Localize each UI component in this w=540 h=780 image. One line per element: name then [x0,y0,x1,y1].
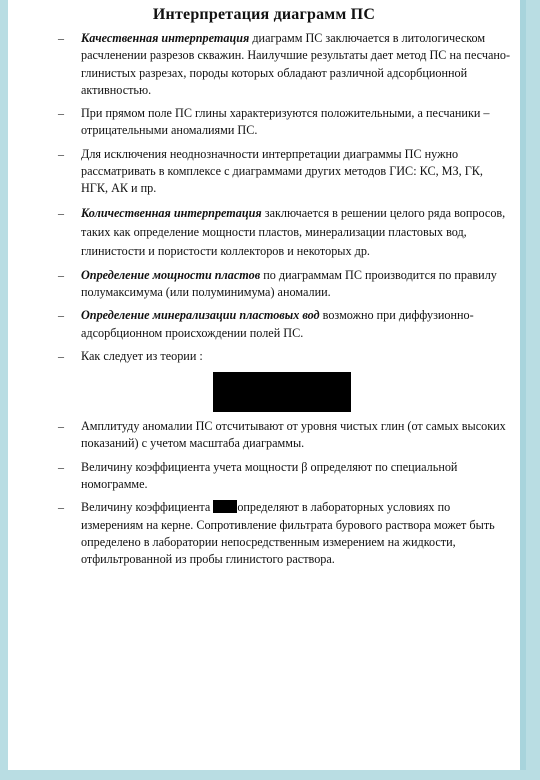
dash-bullet: – [58,459,64,474]
item-text: возможно при диффузионно-адсорбционном происхождении полей ПС. [81,308,474,340]
dash-bullet: – [58,31,64,45]
dash-bullet: – [58,146,64,161]
item-lead: Количественная интерпретация [81,205,262,220]
item-text-after: определяют в лабораторных условиях по измерениям на керне. Сопротивление фильтрата бурового раствора может быть определено в лаборатории непосредственным измерением на жидкости, отфильтрованной из пробы глинистого раствора. [81,500,495,567]
item-text: заключается в решении целого ряда вопросов, таких как определение мощности пластов, минерализации пластовых вод, глинистости и пористости коллекторов и некоторых др. [81,205,506,258]
item-text: Амплитуду аномалии ПС отсчитывают от уровня чистых глин (от самых высоких показаний) с учетом масштаба диаграммы. [81,419,506,451]
list-item [8,204,520,261]
dash-bullet: – [58,106,64,121]
item-text: Как следует из теории : [81,348,203,363]
redacted-symbol-image [213,500,237,513]
list-item [8,307,520,342]
dash-bullet: – [58,267,64,282]
item-lead: Качественная интерпретация [81,31,250,45]
document-page [8,0,526,770]
item-text-before: Величину коэффициента [81,500,214,515]
dash-bullet: – [58,308,64,323]
bullet-list [8,30,520,575]
list-item [8,459,520,494]
list-item [8,30,520,99]
redacted-formula-image [213,372,351,412]
page-title: Интерпретация диаграмм ПС [152,6,376,23]
item-lead: Определение минерализации пластовых вод [81,308,320,323]
item-text: Для исключения неоднозначности интерпретации диаграммы ПС нужно рассматривать в комплексе с диаграммами других методов ГИС: КС, МЗ, ГК, НГК, АК и пр. [81,146,483,196]
dash-bullet: – [58,205,64,220]
list-item [8,267,520,302]
dash-bullet: – [58,348,64,363]
item-text: диаграмм ПС заключается в литологическом расчленении разрезов скважин. Наилучшие результаты дает метод ПС на песчано-глинистых разрезах, породы которых обладают различной адсорбционной активностью. [81,31,511,97]
list-item [8,348,520,412]
item-text: по диаграммам ПС производится по правилу полумаксимума (или полуминимума) аномалии. [81,267,497,299]
item-text: При прямом поле ПС глины характеризуются положительными, а песчаники – отрицательными аномалиями ПС. [81,106,490,138]
list-item [8,146,520,198]
dash-bullet: – [58,500,64,515]
dash-bullet: – [58,419,64,434]
list-item [8,418,520,453]
list-item [8,105,520,140]
list-item [8,499,520,568]
item-lead: Определение мощности пластов [81,267,261,282]
item-text: Величину коэффициента учета мощности β определяют по специальной номограмме. [81,459,458,492]
